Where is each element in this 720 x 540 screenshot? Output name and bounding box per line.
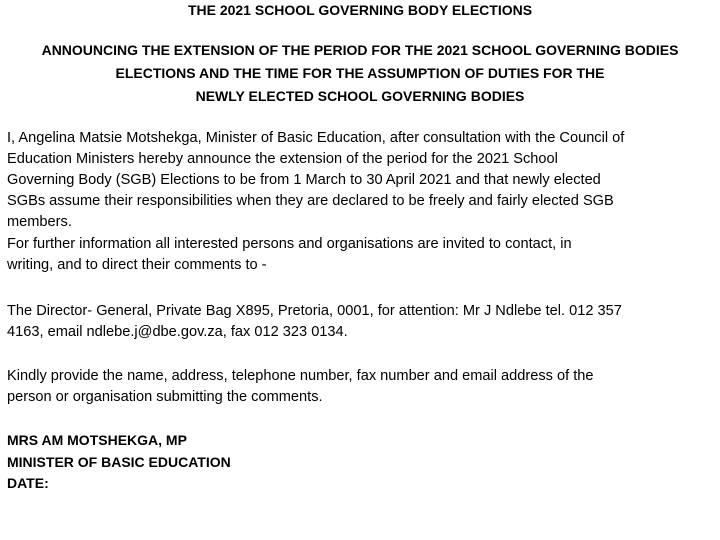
date-label: DATE: (7, 475, 49, 491)
body-text-line: Education Ministers hereby announce the extension of the period for the 2021 School (7, 151, 558, 167)
announcement-heading-line: ELECTIONS AND THE TIME FOR THE ASSUMPTION OF DUTIES FOR THE (115, 65, 605, 81)
signatory-name: MRS AM MOTSHEKGA, MP (7, 432, 187, 448)
signatory-position: MINISTER OF BASIC EDUCATION (7, 454, 231, 470)
contact-text-line: 4163, email ndlebe.j@dbe.gov.za, fax 012 323 0134. (7, 324, 348, 340)
body-text-line: members. (7, 214, 72, 230)
request-text-line: person or organisation submitting the comments. (7, 389, 323, 405)
announcement-heading-line: NEWLY ELECTED SCHOOL GOVERNING BODIES (195, 88, 525, 104)
announcement-heading-line: ANNOUNCING THE EXTENSION OF THE PERIOD FOR THE 2021 SCHOOL GOVERNING BODIES (41, 42, 679, 58)
body-text-line: SGBs assume their responsibilities when they are declared to be freely and fairly elected SGB (7, 193, 614, 209)
request-text-line: Kindly provide the name, address, telephone number, fax number and email address of the (7, 368, 594, 384)
contact-text-line: The Director- General, Private Bag X895, Pretoria, 0001, for attention: Mr J Ndlebe tel. 012 357 (7, 303, 622, 319)
document-title: THE 2021 SCHOOL GOVERNING BODY ELECTIONS (187, 2, 533, 18)
body-text-line: For further information all interested persons and organisations are invited to contact, in (7, 236, 572, 252)
body-text-line: Governing Body (SGB) Elections to be from 1 March to 30 April 2021 and that newly elected (7, 172, 601, 188)
body-text-line: writing, and to direct their comments to - (7, 257, 267, 273)
body-text-line: I, Angelina Matsie Motshekga, Minister of Basic Education, after consultation with the Council of (7, 130, 625, 146)
